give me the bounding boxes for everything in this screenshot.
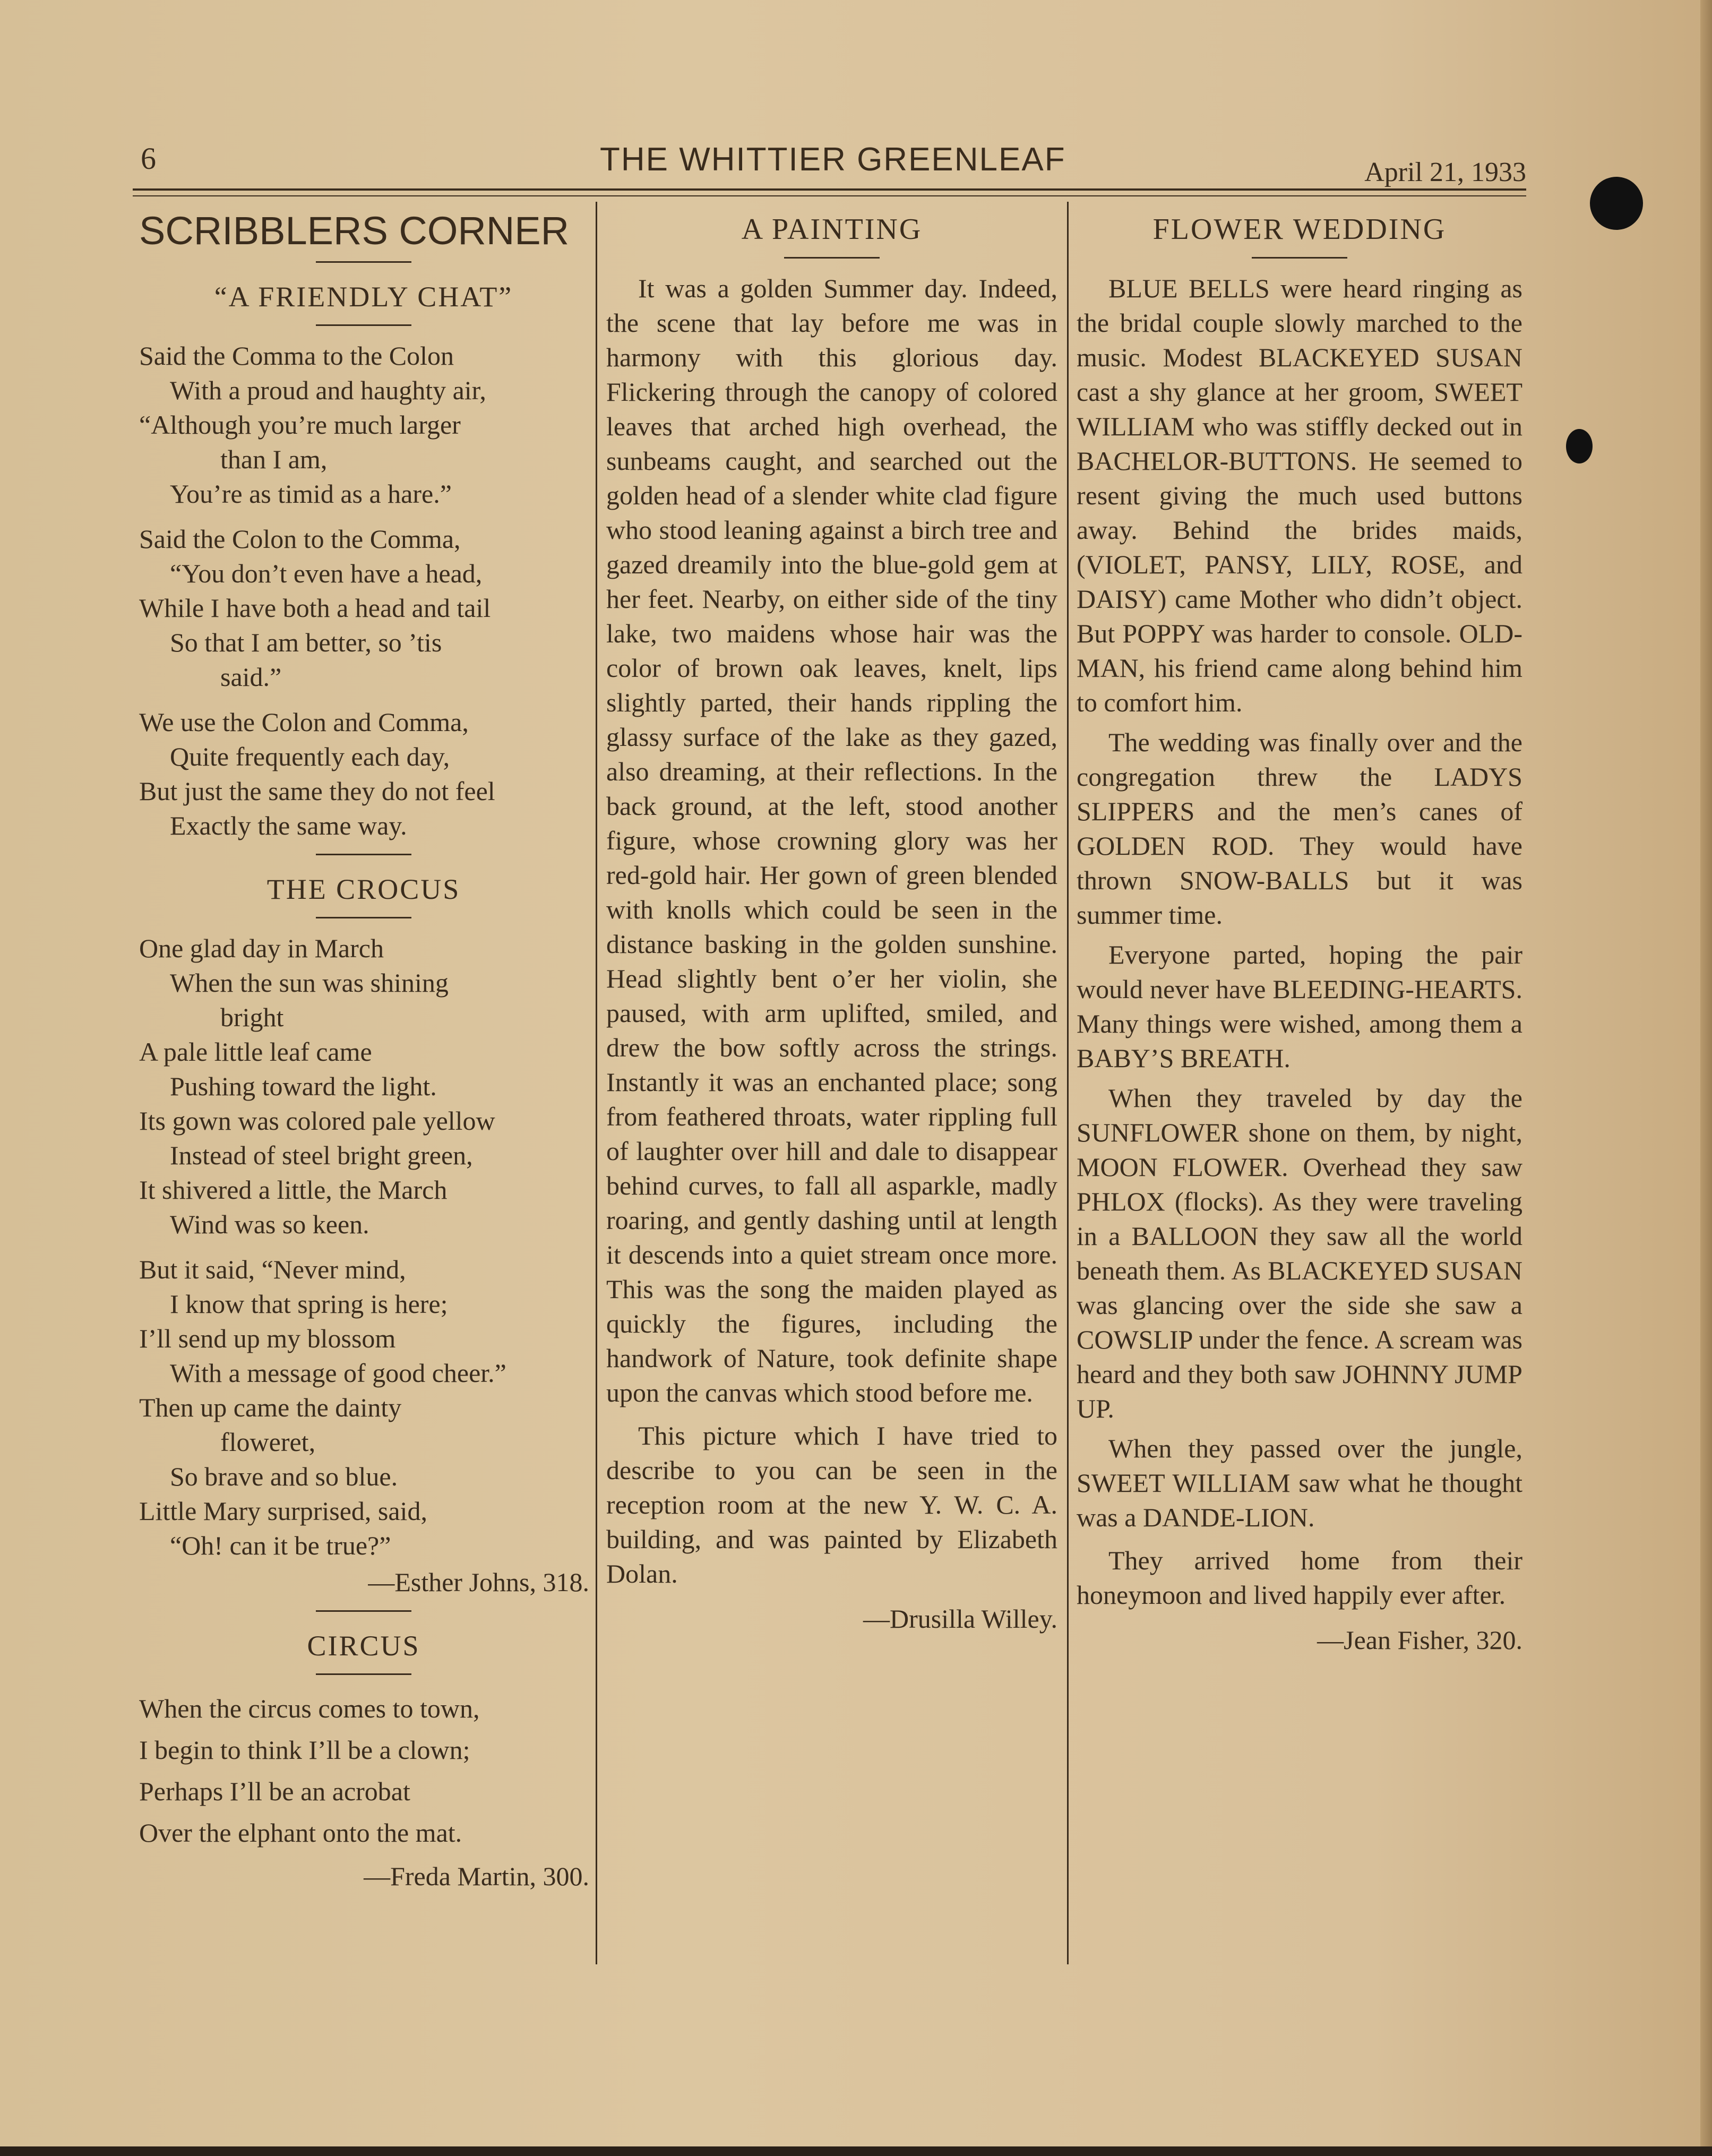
article-paragraph: Everyone parted, hoping the pair would never have BLEEDING-HEARTS. Many things were wished, among them a BABY’S BREATH. — [1077, 940, 1522, 1073]
poem-line: You’re as timid as a hare.” — [170, 479, 452, 509]
poem-stanza — [133, 705, 595, 843]
poem-line: I’ll send up my blossom — [139, 1324, 396, 1353]
poem-stanza — [133, 339, 595, 511]
poem-line: With a message of good cheer.” — [170, 1358, 506, 1388]
poem-line: With a proud and haughty air, — [170, 375, 486, 405]
column-divider-1 — [596, 202, 597, 1964]
poem-line: But it said, “Never mind, — [139, 1255, 406, 1284]
column-divider-2 — [1067, 202, 1069, 1964]
issue-date: April 21, 1933 — [1364, 157, 1526, 187]
page-bottom-edge — [0, 2146, 1712, 2156]
column-flower-wedding — [1071, 196, 1528, 1657]
poem-line: I begin to think I’ll be a clown; — [139, 1735, 470, 1765]
divider — [316, 854, 411, 855]
author-signature: —Jean Fisher, 320. — [1317, 1625, 1522, 1655]
poem-line: Quite frequently each day, — [170, 742, 450, 771]
poem-line: Wind was so keen. — [170, 1209, 369, 1239]
article-title: A PAINTING — [741, 213, 923, 246]
poem-line: Little Mary surprised, said, — [139, 1496, 427, 1526]
poem-line: When the circus comes to town, — [139, 1694, 480, 1723]
poem-title: “A FRIENDLY CHAT” — [214, 281, 513, 313]
poem-line: Then up came the dainty — [139, 1393, 402, 1422]
divider — [316, 324, 411, 326]
poem-line: than I am, — [220, 444, 328, 474]
poem-line: said.” — [220, 662, 282, 692]
page-number: 6 — [141, 141, 156, 176]
article-paragraph: When they passed over the jungle, SWEET WILLIAM saw what he thought was a DANDE-LION. — [1077, 1433, 1522, 1532]
page-header — [133, 135, 1526, 188]
article-title: FLOWER WEDDING — [1152, 213, 1447, 246]
binder-hole-top — [1590, 177, 1643, 230]
divider — [316, 917, 411, 918]
poem-line: Over the elphant onto the mat. — [139, 1818, 462, 1848]
author-signature: —Drusilla Willey. — [863, 1604, 1057, 1634]
poem-line: So brave and so blue. — [170, 1462, 398, 1491]
poem-title: CIRCUS — [307, 1630, 420, 1662]
author-signature: —Esther Johns, 318. — [368, 1567, 589, 1597]
poem-line: Pushing toward the light. — [170, 1071, 437, 1101]
poem-title: THE CROCUS — [266, 873, 461, 905]
column-scribblers-corner — [133, 196, 595, 1908]
poem-line: I know that spring is here; — [170, 1289, 448, 1319]
article-paragraph: BLUE BELLS were heard ringing as the bridal couple slowly marched to the music. Modest BLACKEYED SUSAN cast a shy glance at her groom, SWEET WILLIAM who was stiffly decked out in BACHELOR-BUTTONS. He seemed to resent giving the much used buttons away. Behind the brides maids, (VIOLET, PANSY, LILY, ROSE, and DAISY) came Mother who didn’t object. But POPPY was harder to console. OLD-MAN, his friend came along behind him to comfort him. — [1077, 273, 1522, 717]
header-rule — [133, 188, 1526, 196]
poem-stanza — [133, 1252, 595, 1600]
poem-line: Said the Comma to the Colon — [139, 341, 454, 371]
divider — [784, 257, 880, 259]
poem-line: Its gown was colored pale yellow — [139, 1106, 495, 1136]
page-edge-shadow — [1700, 0, 1712, 2156]
poem-line: But just the same they do not feel — [139, 776, 495, 806]
section-title: SCRIBBLERS CORNER — [139, 209, 570, 253]
newspaper-title: THE WHITTIER GREENLEAF — [600, 141, 1066, 178]
poem-line: Perhaps I’ll be an acrobat — [139, 1776, 410, 1806]
author-signature: —Freda Martin, 300. — [364, 1861, 589, 1891]
poem-line: bright — [220, 1002, 284, 1032]
poem-line: So that I am better, so ’tis — [170, 628, 442, 657]
column-a-painting — [601, 196, 1063, 1636]
article-paragraph: They arrived home from their honeymoon and lived happily ever after. — [1077, 1545, 1522, 1610]
divider — [316, 261, 411, 263]
poem-stanza — [133, 931, 595, 1242]
poem-line: “You don’t even have a head, — [170, 559, 483, 588]
poem-line: Instead of steel bright green, — [170, 1140, 473, 1170]
binder-hole-middle — [1566, 429, 1593, 463]
article-paragraph: When they traveled by day the SUNFLOWER shone on them, by night, MOON FLOWER. Overhead they saw PHLOX (flocks). As they were traveling in a BALLOON they saw all the world beneath them. As BLACKEYED SUSAN was glancing over the side she saw a COWSLIP under the fence. A scream was heard and they both saw JOHNNY JUMP UP. — [1077, 1083, 1522, 1423]
poem-line: We use the Colon and Comma, — [139, 707, 469, 737]
poem-line: It shivered a little, the March — [139, 1175, 448, 1205]
poem-line: floweret, — [220, 1427, 316, 1457]
poem-line: “Although you’re much larger — [139, 410, 461, 440]
divider — [316, 1610, 411, 1612]
divider — [316, 1673, 411, 1675]
poem-stanza — [133, 1688, 595, 1897]
divider — [1252, 257, 1347, 259]
poem-line: One glad day in March — [139, 933, 384, 963]
poem-line: “Oh! can it be true?” — [170, 1531, 391, 1560]
poem-line: While I have both a head and tail — [139, 593, 491, 623]
poem-line: Said the Colon to the Comma, — [139, 524, 461, 554]
poem-line: When the sun was shining — [170, 968, 449, 998]
poem-line: Exactly the same way. — [170, 811, 407, 840]
article-paragraph: This picture which I have tried to describe to you can be seen in the reception room at the new Y. W. C. A. building, and was painted by Elizabeth Dolan. — [606, 1421, 1057, 1588]
poem-line: A pale little leaf came — [139, 1037, 372, 1067]
article-paragraph: The wedding was finally over and the congregation threw the LADYS SLIPPERS and the men’s canes of GOLDEN ROD. They would have thrown SNOW-BALLS but it was summer time. — [1077, 727, 1522, 930]
poem-stanza — [133, 522, 595, 694]
article-paragraph: It was a golden Summer day. Indeed, the scene that lay before me was in harmony with this glorious day. Flickering through the canopy of colored leaves that arched high overhead, the sunbeams caught, and searched out the golden head of a slender white clad figure who stood leaning against a birch tree and gazed dreamily into the blue-gold gem at her feet. Nearby, on either side of the tiny lake, two maidens whose hair was the color of brown oak leaves, knelt, lips slightly parted, their hands rippling the glassy surface of the lake as they gazed, also dreaming, at their reflections. In the back ground, at the left, stood another figure, whose crowning glory was her red-gold hair. Her gown of green blended with knolls which could be seen in the distance basking in the golden sunshine. Head slightly bent o’er her violin, she paused, with arm uplifted, smiled, and drew the bow softly across the strings. Instantly it was an enchanted place; song from feathered throats, water rippling full of laughter over hill and dale to disappear behind curves, to fall all asparkle, madly roaring, and gently dashing until at length it descends into a quiet stream once more. This was the song the maiden played as quickly the figures, including the handwork of Nature, took definite shape upon the canvas which stood before me. — [606, 273, 1057, 1407]
